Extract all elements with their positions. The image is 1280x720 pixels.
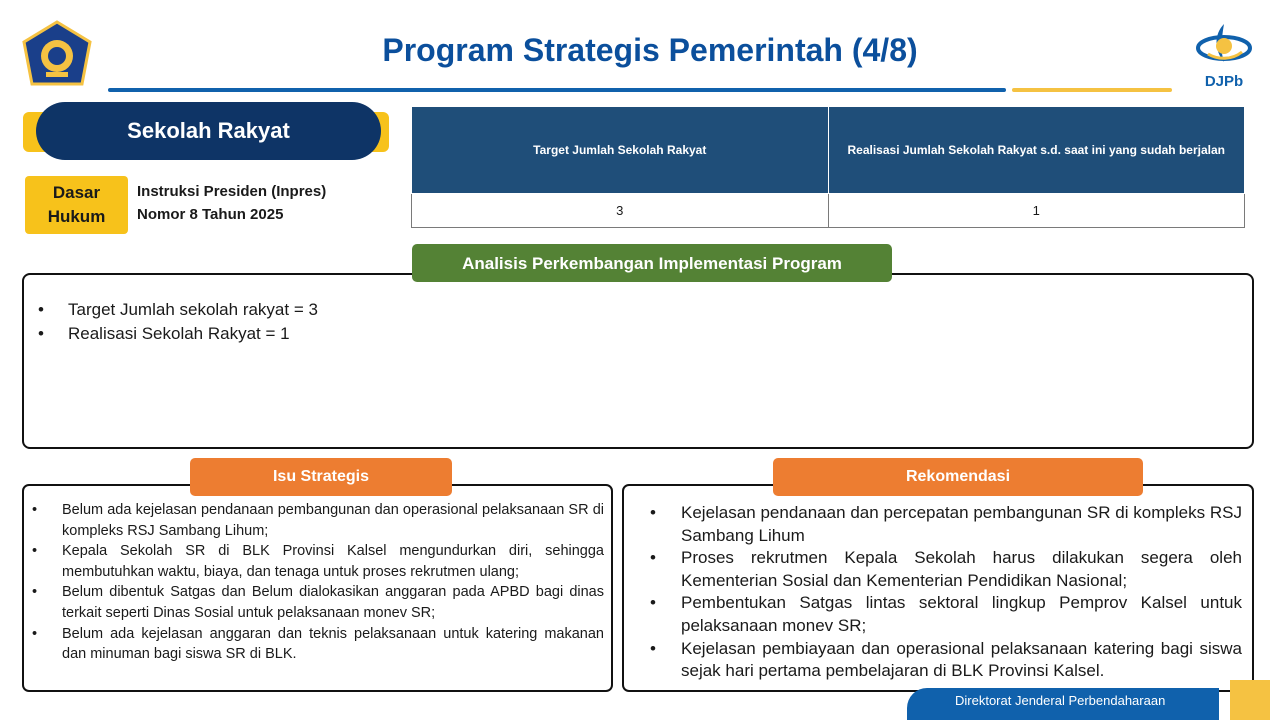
list-item: • Belum dibentuk Satgas dan Belum dialokasikan anggaran pada APBD bagi dinas terkait seperti Dinas Sosial untuk pelaksanaan monev SR; xyxy=(32,582,604,623)
djpb-logo xyxy=(1188,20,1260,94)
table-cell-target: 3 xyxy=(412,194,829,228)
analisis-heading: Analisis Perkembangan Implementasi Program xyxy=(412,244,892,282)
list-item: • Kejelasan pendanaan dan percepatan pembangunan SR di kompleks RSJ Sambang Lihum xyxy=(650,502,1242,547)
list-item: • Target Jumlah sekolah rakyat = 3 xyxy=(38,298,318,322)
footer-accent xyxy=(1230,680,1270,720)
title-underline-gold xyxy=(1012,88,1172,92)
dasar-hukum-label-line1: Dasar xyxy=(52,183,101,202)
list-item: • Belum ada kejelasan pendanaan pembangunan dan operasional pelaksanaan SR di kompleks RSJ Sambang Lihum; xyxy=(32,500,604,541)
table-cell-realisasi: 1 xyxy=(828,194,1245,228)
table-header-target: Target Jumlah Sekolah Rakyat xyxy=(412,107,829,194)
list-item: • Proses rekrutmen Kepala Sekolah harus dilakukan segera oleh Kementerian Sosial dan Kementerian Pendidikan Nasional; xyxy=(650,547,1242,592)
dasar-hukum-label-line2: Hukum xyxy=(47,207,106,226)
list-item: • Belum ada kejelasan anggaran dan teknis pelaksanaan untuk katering makanan dan minuman bagi siswa SR di BLK. xyxy=(32,624,604,665)
isu-strategis-heading: Isu Strategis xyxy=(190,458,452,496)
dasar-hukum-text-line1: Instruksi Presiden (Inpres) xyxy=(137,183,327,200)
djpb-emblem-icon xyxy=(1194,20,1254,68)
rekomendasi-heading: Rekomendasi xyxy=(773,458,1143,496)
isu-strategis-list xyxy=(32,500,604,665)
rekomendasi-list xyxy=(650,502,1242,683)
program-title: Sekolah Rakyat xyxy=(36,102,381,160)
dasar-hukum-text-line2: Nomor 8 Tahun 2025 xyxy=(137,206,284,223)
list-item: • Kepala Sekolah SR di BLK Provinsi Kalsel mengundurkan diri, sehingga membutuhkan waktu, biaya, dan tenaga untuk proses rekrutmen ulang; xyxy=(32,541,604,582)
kemenkeu-logo xyxy=(20,20,94,88)
table-header-row xyxy=(412,107,1245,194)
footer-banner: Direktorat Jenderal Perbendaharaan xyxy=(907,688,1219,720)
list-item: • Realisasi Sekolah Rakyat = 1 xyxy=(38,322,318,346)
title-underline-blue xyxy=(108,88,1006,92)
dasar-hukum-text xyxy=(137,180,397,226)
table-row xyxy=(412,194,1245,228)
analisis-list xyxy=(38,298,318,346)
djpb-logo-text: DJPb xyxy=(1204,73,1244,90)
dasar-hukum-badge xyxy=(25,176,128,234)
page-title: Program Strategis Pemerintah (4/8) xyxy=(382,32,918,68)
list-item: • Kejelasan pembiayaan dan operasional pelaksanaan katering bagi siswa sejak hari pertama pembelajaran di BLK Provinsi Kalsel. xyxy=(650,638,1242,683)
table-header-realisasi: Realisasi Jumlah Sekolah Rakyat s.d. saat ini yang sudah berjalan xyxy=(828,107,1245,194)
target-realisasi-table xyxy=(411,106,1245,228)
list-item: • Pembentukan Satgas lintas sektoral lingkup Pemprov Kalsel untuk pelaksanaan monev SR; xyxy=(650,592,1242,637)
